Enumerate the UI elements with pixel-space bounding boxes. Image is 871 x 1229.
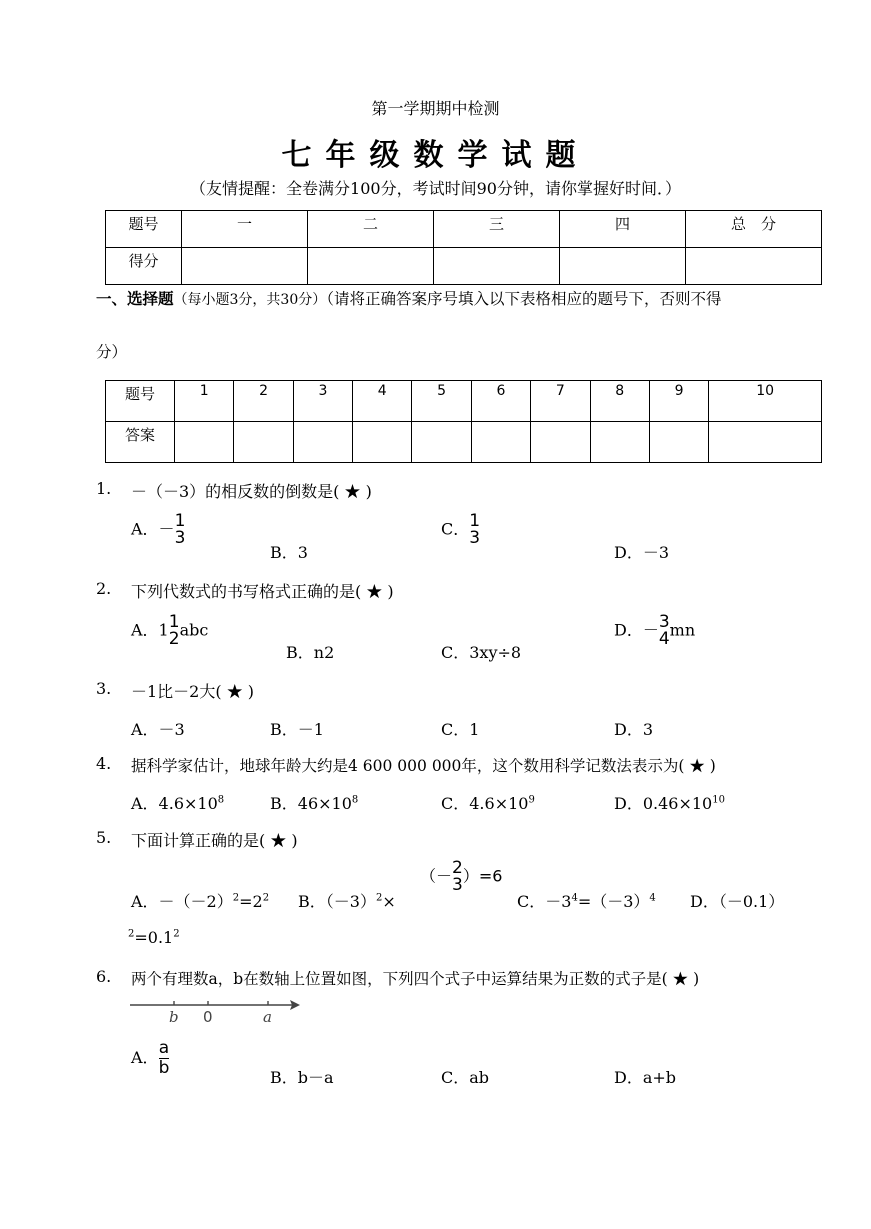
expr-right: ）=6 xyxy=(462,866,503,886)
question-stem: 下面计算正确的是( ★ ) xyxy=(131,831,298,850)
option-label: B．46×10 xyxy=(270,794,352,813)
question-number: 3. xyxy=(96,679,112,698)
fraction xyxy=(469,513,480,547)
exponent: 2 xyxy=(232,892,240,904)
score-cell[interactable] xyxy=(308,248,434,285)
option-label: D．－ xyxy=(614,620,659,640)
question-stem: －1比－2大( ★ ) xyxy=(131,682,255,701)
exponent: 10 xyxy=(712,794,725,806)
q4-option-a xyxy=(131,791,224,814)
score-cell[interactable] xyxy=(182,248,308,285)
fraction xyxy=(452,860,463,894)
score-cell[interactable] xyxy=(686,248,822,285)
numerator: 3 xyxy=(658,612,670,632)
answer-cell[interactable] xyxy=(649,422,708,463)
q2-option-b: B．n2 xyxy=(286,643,335,662)
option-label: A．－ xyxy=(131,519,175,539)
answer-cell[interactable] xyxy=(353,422,412,463)
exam-title: 七年级数学试题 xyxy=(281,138,590,173)
denominator: 3 xyxy=(174,528,186,548)
q5-option-c xyxy=(517,889,656,912)
score-header-part-2: 二 xyxy=(308,211,434,248)
q6-option-b: B．b－a xyxy=(270,1068,334,1087)
numerator: 1 xyxy=(469,511,481,531)
question-stem: 两个有理数a，b在数轴上位置如图，下列四个式子中运算结果为正数的式子是( ★ ) xyxy=(131,970,700,988)
answer-cell[interactable] xyxy=(293,422,352,463)
section-points: （每小题3分，共30分） xyxy=(173,292,327,308)
option-label: A． xyxy=(131,1048,159,1067)
score-row-label: 得分 xyxy=(106,248,182,285)
q4-option-b xyxy=(270,791,358,814)
denominator: 4 xyxy=(658,629,670,649)
score-header-total: 总 分 xyxy=(686,211,822,248)
exponent: 9 xyxy=(528,794,535,806)
exponent: 2 xyxy=(262,892,270,904)
answer-cell[interactable] xyxy=(590,422,649,463)
exponent: 2 xyxy=(375,892,383,904)
q4-option-c xyxy=(441,791,535,814)
q6-option-d: D．a+b xyxy=(614,1068,677,1087)
q5-option-b xyxy=(298,889,396,912)
q3-option-d: D．3 xyxy=(614,720,654,739)
answer-cell[interactable] xyxy=(175,422,234,463)
q3-option-c: C．1 xyxy=(441,720,480,739)
score-cell[interactable] xyxy=(560,248,686,285)
question-5 xyxy=(96,828,298,850)
question-number: 6. xyxy=(96,967,112,986)
exam-reminder: （友情提醒：全卷满分100分，考试时间90分钟，请你掌握好时间．） xyxy=(190,179,681,198)
fraction xyxy=(175,513,186,547)
q5-option-d-cont xyxy=(128,928,180,947)
q3-option-b: B．－1 xyxy=(270,720,324,739)
option-label: C． xyxy=(441,519,470,539)
q2-option-a xyxy=(131,614,208,648)
fraction xyxy=(659,614,670,648)
question-number: 5. xyxy=(96,828,112,847)
question-1 xyxy=(96,479,372,501)
answer-table-number: 8 xyxy=(590,381,649,422)
q5-option-b-expression xyxy=(420,860,502,894)
option-tail: =2 xyxy=(239,892,263,911)
q2-option-c: C．3xy÷8 xyxy=(441,643,522,662)
exponent: 2 xyxy=(128,928,135,940)
option-tail: =（－3） xyxy=(577,892,650,911)
exponent: 2 xyxy=(173,928,180,940)
denominator: b xyxy=(158,1058,170,1078)
answer-cell[interactable] xyxy=(471,422,530,463)
answer-cell[interactable] xyxy=(709,422,822,463)
option-label: C．4.6×10 xyxy=(441,794,529,813)
numerator: 1 xyxy=(174,511,186,531)
option-label: A．4.6×10 xyxy=(131,794,218,813)
section-title: 一、选择题 xyxy=(96,290,174,308)
fraction xyxy=(169,614,180,648)
option-label: C．－3 xyxy=(517,892,572,911)
denominator: 2 xyxy=(168,629,180,649)
question-3 xyxy=(96,679,255,701)
score-header-part-1: 一 xyxy=(182,211,308,248)
q5-option-d: D．（－0.1） xyxy=(690,892,785,911)
question-number: 4. xyxy=(96,754,112,773)
answer-table-number: 7 xyxy=(531,381,590,422)
answer-table-label: 题号 xyxy=(106,381,175,422)
question-stem: 据科学家估计，地球年龄大约是4 600 000 000年，这个数用科学记数法表示为( ★ ) xyxy=(131,757,716,775)
answer-cell[interactable] xyxy=(412,422,471,463)
answer-table-number: 2 xyxy=(234,381,293,422)
numerator: 1 xyxy=(168,612,180,632)
label-a: a xyxy=(263,1008,272,1026)
q4-option-d xyxy=(614,791,725,814)
option-tail: abc xyxy=(179,620,209,640)
exponent: 4 xyxy=(571,892,578,904)
option-tail: × xyxy=(382,892,396,911)
q6-option-c: C．ab xyxy=(441,1068,490,1087)
score-header-part-4: 四 xyxy=(560,211,686,248)
option-label: B．（－3） xyxy=(298,892,376,911)
section-instruction: （请将正确答案序号填入以下表格相应的题号下，否则不得 xyxy=(326,290,722,308)
question-stem: －（－3）的相反数的倒数是( ★ ) xyxy=(131,482,372,501)
denominator: 3 xyxy=(469,528,481,548)
denominator: 3 xyxy=(452,875,463,895)
option-tail: =0.1 xyxy=(134,928,174,947)
score-header-part-3: 三 xyxy=(434,211,560,248)
score-cell[interactable] xyxy=(434,248,560,285)
section-heading xyxy=(96,287,722,309)
fraction xyxy=(159,1040,170,1077)
q1-option-a xyxy=(131,513,185,547)
q5-option-a xyxy=(131,889,269,912)
exponent: 4 xyxy=(649,892,656,904)
answer-table-number: 5 xyxy=(412,381,471,422)
answer-table-number: 3 xyxy=(293,381,352,422)
option-label: A．1 xyxy=(131,620,169,640)
number-line xyxy=(128,996,308,1028)
answer-cell[interactable] xyxy=(531,422,590,463)
q3-option-a: A．－3 xyxy=(131,720,185,739)
answer-table-number: 4 xyxy=(353,381,412,422)
answer-table-number: 6 xyxy=(471,381,530,422)
question-4 xyxy=(96,754,716,775)
numerator: a xyxy=(158,1038,170,1058)
score-header-label: 题号 xyxy=(106,211,182,248)
question-6 xyxy=(96,967,700,988)
exponent: 8 xyxy=(217,794,225,806)
label-b: b xyxy=(169,1008,179,1026)
section-instruction-cont: 分） xyxy=(96,343,128,361)
option-label: A．－（－2） xyxy=(131,892,233,911)
answer-table xyxy=(105,380,822,463)
q2-option-d xyxy=(614,614,695,648)
expr-left: （－ xyxy=(420,866,453,886)
q1-option-b: B．3 xyxy=(270,543,308,562)
answer-cell[interactable] xyxy=(234,422,293,463)
question-number: 1. xyxy=(96,479,112,498)
label-0: 0 xyxy=(203,1008,213,1026)
option-label: D．0.46×10 xyxy=(614,794,713,813)
exam-subtitle: 第一学期期中检测 xyxy=(371,99,500,118)
option-tail: mn xyxy=(669,620,696,640)
exponent: 8 xyxy=(351,794,359,806)
q1-option-d: D．－3 xyxy=(614,543,670,562)
answer-table-label: 答案 xyxy=(106,422,175,463)
question-2 xyxy=(96,579,394,601)
q6-option-a xyxy=(131,1040,169,1077)
question-number: 2. xyxy=(96,579,112,598)
answer-table-number: 10 xyxy=(709,381,822,422)
question-stem: 下列代数式的书写格式正确的是( ★ ) xyxy=(131,582,394,601)
score-table xyxy=(105,210,822,285)
answer-table-number: 1 xyxy=(175,381,234,422)
numerator: 2 xyxy=(452,858,463,878)
q1-option-c xyxy=(441,513,480,547)
answer-table-number: 9 xyxy=(649,381,708,422)
